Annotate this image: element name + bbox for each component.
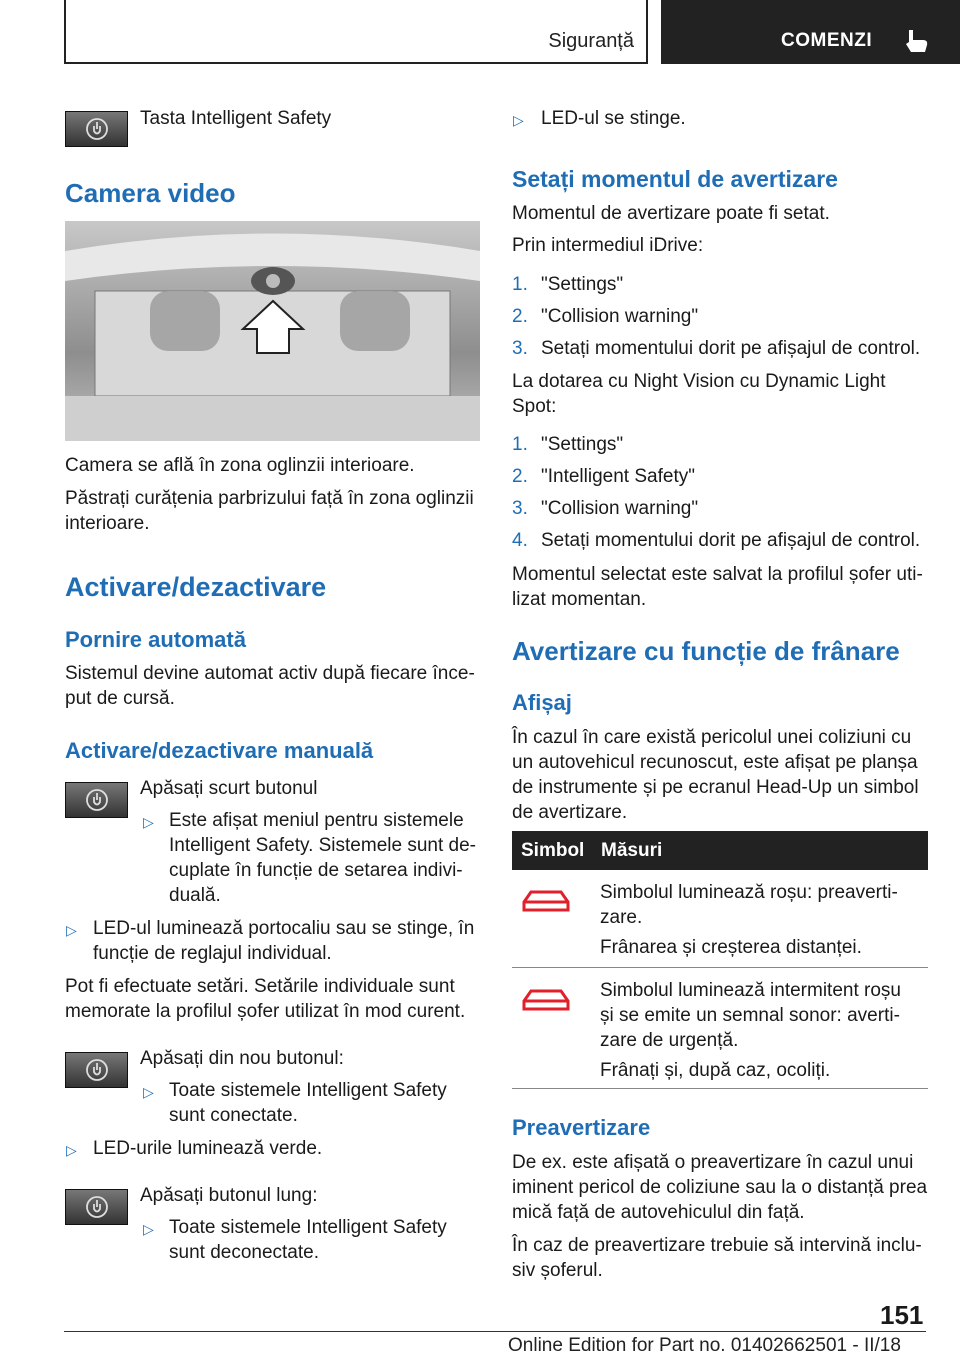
camera-text-1: Camera se află în zona oglinzii interioare. xyxy=(65,455,415,476)
connected-b: sunt conectate. xyxy=(169,1105,298,1126)
button-caption: Tasta Intelligent Safety xyxy=(140,108,332,129)
list1-item-1: "Settings" xyxy=(541,274,624,295)
camera-photo xyxy=(65,221,480,441)
activation-heading: Activare/dezactivare xyxy=(65,572,327,602)
nv-text-a: La dotarea cu Night Vision cu Dynamic Light xyxy=(512,371,886,392)
nv-text-b: Spot: xyxy=(512,396,557,417)
table-header xyxy=(512,831,928,870)
list1-item-2: "Collision warning" xyxy=(541,306,699,327)
display-text-b: un autovehicul recunoscut, este afișat pe planșa xyxy=(512,752,918,773)
list2-num-4: 4. xyxy=(512,530,528,551)
footer-rule xyxy=(64,1331,926,1332)
row1-text-b: zare. xyxy=(600,907,643,928)
list2-item-4: Setați momentului dorit pe afișajul de control. xyxy=(541,530,921,551)
commands-tab xyxy=(661,0,960,64)
display-heading: Afișaj xyxy=(512,690,572,715)
list1-item-3: Setați momentului dorit pe afișajul de control. xyxy=(541,338,921,359)
menu-text-d: duală. xyxy=(169,885,221,906)
pre-heading: Preavertizare xyxy=(512,1115,651,1140)
auto-text-a: Sistemul devine automat activ după fiecare înce- xyxy=(65,663,475,684)
menu-text-a: Este afișat meniul pentru sistemele xyxy=(169,810,464,831)
press-long-text: Apăsați butonul lung: xyxy=(140,1185,318,1206)
triangle-bullet-icon: ▷ xyxy=(143,1084,154,1100)
row2-text-c: zare de urgență. xyxy=(600,1030,739,1051)
list2-num-2: 2. xyxy=(512,466,528,487)
section-title: Siguranță xyxy=(548,30,634,52)
brake-heading: Avertizare cu funcție de frânare xyxy=(512,636,900,666)
led-off: LED-ul se stinge. xyxy=(541,108,686,129)
car-warning-icon xyxy=(521,987,571,1013)
display-text-a: În cazul în care există pericolul unei coliziuni cu xyxy=(512,727,912,748)
triangle-bullet-icon: ▷ xyxy=(143,814,154,830)
settings-text-b: memorate la profilul șofer utilizat în mod curent. xyxy=(65,1001,466,1022)
pre-text-d: În caz de preavertizare trebuie să intervină inclu- xyxy=(512,1235,922,1256)
list1-num-3: 3. xyxy=(512,338,528,359)
press-short-text: Apăsați scurt butonul xyxy=(140,778,318,799)
col-symbol: Simbol xyxy=(521,840,585,861)
triangle-bullet-icon: ▷ xyxy=(66,1142,77,1158)
col-measures: Măsuri xyxy=(601,840,663,861)
camera-heading: Camera video xyxy=(65,178,236,208)
table-bottom-rule xyxy=(512,1088,928,1089)
list2-item-3: "Collision warning" xyxy=(541,498,699,519)
hand-pointer-icon xyxy=(901,28,931,54)
led-orange-b: funcție de reglajul individual. xyxy=(93,943,332,964)
auto-text-b: put de cursă. xyxy=(65,688,175,709)
pre-text-e: siv șoferul. xyxy=(512,1260,603,1281)
list1-num-1: 1. xyxy=(512,274,528,295)
list1-num-2: 2. xyxy=(512,306,528,327)
car-warning-icon xyxy=(521,888,571,914)
intelligent-safety-button-icon-2 xyxy=(65,782,128,818)
set-heading: Setați momentul de avertizare xyxy=(512,166,838,192)
settings-text-a: Pot fi efectuate setări. Setările individuale sunt xyxy=(65,976,455,997)
row2-text-b: și se emite un semnal sonor: averti- xyxy=(600,1005,900,1026)
set-text-2: Prin intermediul iDrive: xyxy=(512,235,704,256)
display-text-c: de instrumente și pe ecranul Head-Up un simbol xyxy=(512,777,919,798)
commands-title: COMENZI xyxy=(781,30,873,51)
row2-text-a: Simbolul luminează intermitent roșu xyxy=(600,980,901,1001)
menu-text-c: cuplate în funcție de setarea indivi- xyxy=(169,860,463,881)
list2-num-3: 3. xyxy=(512,498,528,519)
list2-item-1: "Settings" xyxy=(541,434,624,455)
connected-a: Toate sistemele Intelligent Safety xyxy=(169,1080,447,1101)
disconnected-b: sunt deconectate. xyxy=(169,1242,319,1263)
edition-text: Online Edition for Part no. 01402662501 - II/18 xyxy=(508,1335,901,1356)
list2-num-1: 1. xyxy=(512,434,528,455)
intelligent-safety-button-icon xyxy=(65,111,128,147)
page-number: 151 xyxy=(880,1300,924,1330)
intelligent-safety-button-icon-3 xyxy=(65,1052,128,1088)
intelligent-safety-button-icon-4 xyxy=(65,1189,128,1225)
pre-text-c: mică față de autovehiculul din față. xyxy=(512,1202,805,1223)
table-row-divider xyxy=(512,967,928,968)
triangle-bullet-icon: ▷ xyxy=(66,922,77,938)
camera-text-2a: Păstrați curățenia parbrizului față în zona oglinzii xyxy=(65,488,474,509)
menu-text-b: Intelligent Safety. Sistemele sunt de- xyxy=(169,835,476,856)
manual-heading: Activare/dezactivare manuală xyxy=(65,738,374,763)
led-green: LED-urile luminează verde. xyxy=(93,1138,323,1159)
disconnected-a: Toate sistemele Intelligent Safety xyxy=(169,1217,447,1238)
pre-text-a: De ex. este afișată o preavertizare în cazul unui xyxy=(512,1152,914,1173)
row2-text-d: Frânați și, după caz, ocoliți. xyxy=(600,1060,831,1081)
section-tab xyxy=(64,0,648,64)
row1-text-c: Frânarea și creșterea distanței. xyxy=(600,937,862,958)
set-text-1: Momentul de avertizare poate fi setat. xyxy=(512,203,830,224)
camera-text-2b: interioare. xyxy=(65,513,150,534)
list2-item-2: "Intelligent Safety" xyxy=(541,466,695,487)
saved-text-b: lizat momentan. xyxy=(512,589,647,610)
triangle-bullet-icon: ▷ xyxy=(513,112,524,128)
triangle-bullet-icon: ▷ xyxy=(143,1221,154,1237)
press-again-text: Apăsați din nou butonul: xyxy=(140,1048,344,1069)
pre-text-b: iminent pericol de coliziune sau la o distanță prea xyxy=(512,1177,928,1198)
display-text-d: de avertizare. xyxy=(512,802,628,823)
row1-text-a: Simbolul luminează roșu: preaverti- xyxy=(600,882,898,903)
led-orange-a: LED-ul luminează portocaliu sau se stinge, în xyxy=(93,918,475,939)
saved-text-a: Momentul selectat este salvat la profilul șofer uti- xyxy=(512,564,923,585)
auto-start-heading: Pornire automată xyxy=(65,627,246,652)
